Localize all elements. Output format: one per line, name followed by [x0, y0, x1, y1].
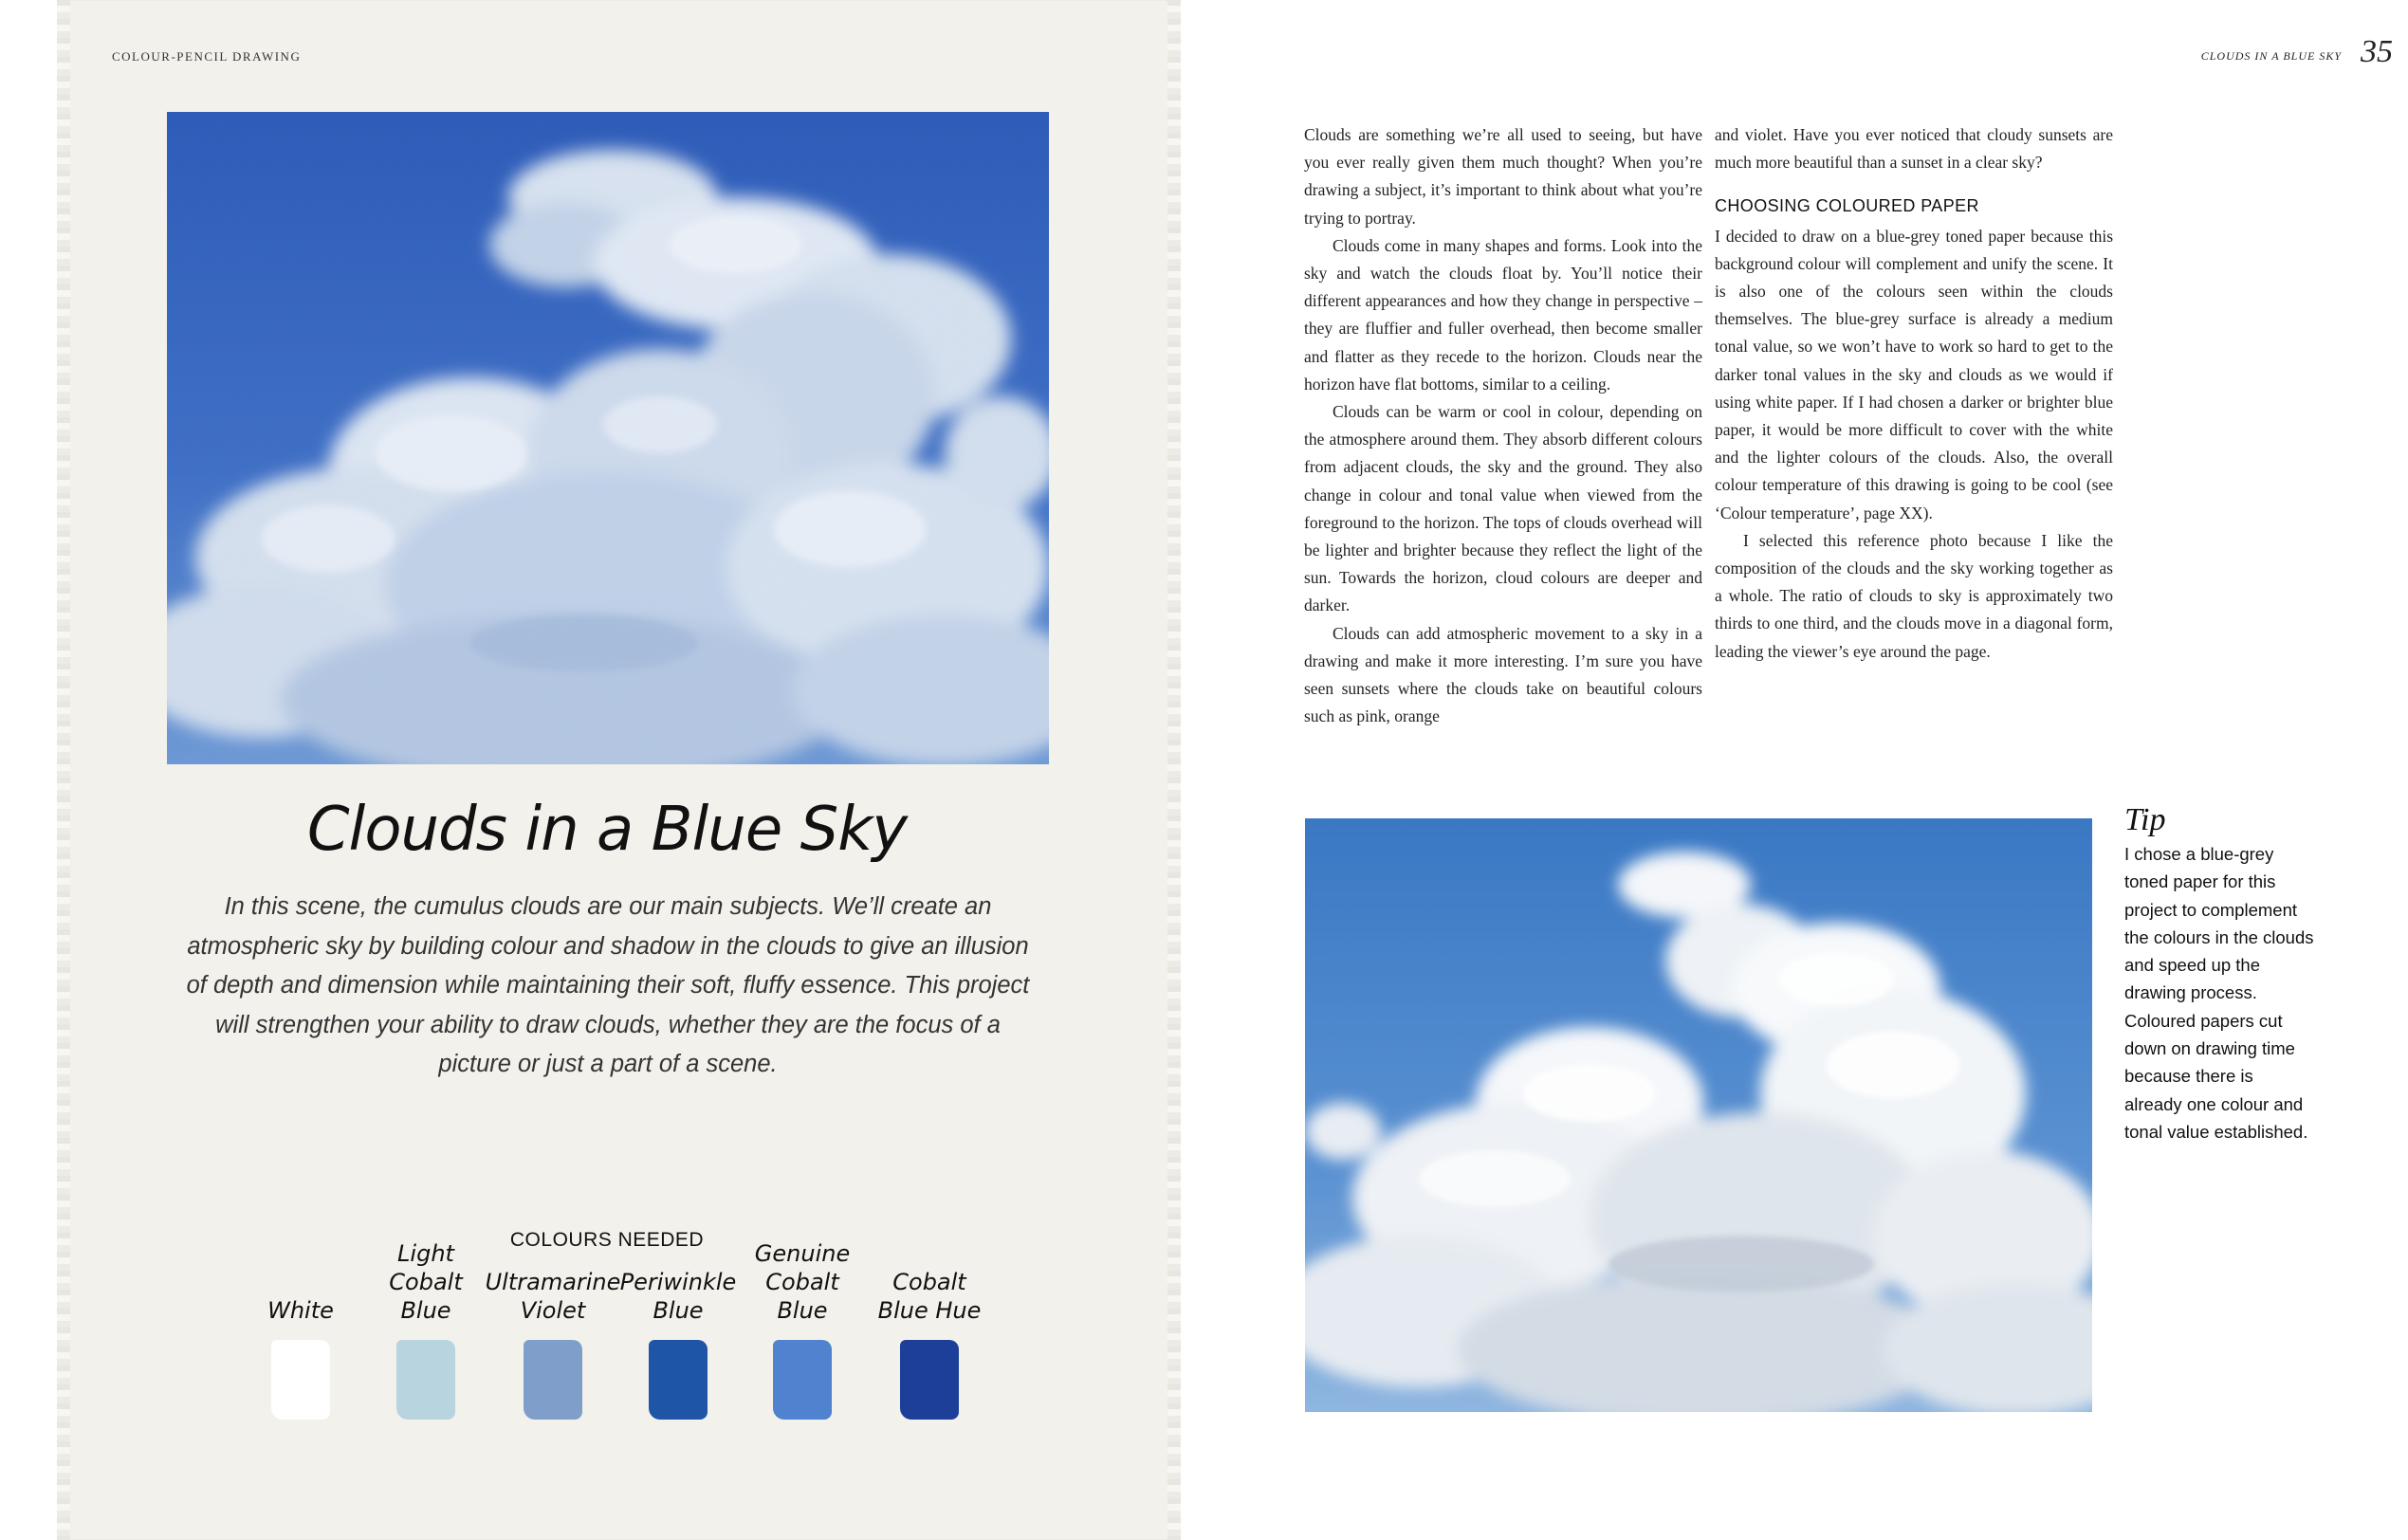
- swatch-chip-white: [271, 1340, 330, 1420]
- body-paragraph: Clouds are something we’re all used to seeing, but have you ever really given them much thought? When you’re drawing a subject, it’s important to think about what you’re trying to portray.: [1304, 125, 1702, 228]
- colours-needed-heading: COLOURS NEEDED: [509, 1229, 705, 1251]
- swatch-label: White: [267, 1297, 334, 1324]
- cloud-drawing-image: [167, 112, 1049, 764]
- swatch-label: Light Cobalt Blue: [389, 1240, 463, 1324]
- colour-swatch-cobalt-blue-hue: [873, 1266, 986, 1420]
- intro-paragraph: In this scene, the cumulus clouds are our main subjects. We’ll create an atmospheric sky by building colour and shadow in the clouds to give an illusion of depth and dimension while maintaining their soft, fluffy essence. This project will strengthen your ability to draw clouds, whether they are the focus of a picture or just a part of a scene.: [186, 893, 1030, 1077]
- colour-swatch-ultramarine-violet: [485, 1266, 621, 1420]
- tip-title: Tip: [2124, 802, 2166, 837]
- reference-photo-svg: [1305, 818, 2092, 1412]
- swatch-label: Cobalt Blue Hue: [877, 1269, 982, 1324]
- page-number: 35: [2361, 34, 2393, 69]
- swatch-chip-periwinkle-blue: [649, 1340, 708, 1420]
- swatch-chip-ultramarine-violet: [524, 1340, 582, 1420]
- swatch-label: Periwinkle Blue: [619, 1269, 737, 1324]
- reference-photo: [1305, 818, 2092, 1412]
- colour-swatch-genuine-cobalt-blue: [745, 1240, 859, 1420]
- body-paragraph: I selected this reference photo because I like the composition of the clouds and the sky working together as a whole. The ratio of clouds to sky is approximately two thirds to one third, and the clouds move in a diagonal form, leading the viewer’s eye around the page.: [1715, 530, 2113, 661]
- colour-swatch-white: [244, 1266, 358, 1420]
- text-column-1: [1304, 121, 1702, 730]
- cloud-drawing-svg: [167, 112, 1049, 764]
- body-paragraph: Clouds can be warm or cool in colour, depending on the atmosphere around them. They absorb different colours from adjacent clouds, the sky and the ground. They also change in colour and tonal value when viewed from the foreground to the horizon. The tops of clouds overhead will be lighter and brighter because they reflect the light of the sun. Towards the horizon, cloud colours are deeper and darker.: [1304, 402, 1702, 615]
- swatch-chip-genuine-cobalt-blue: [773, 1340, 832, 1420]
- page-title: Clouds in a Blue Sky: [306, 795, 908, 865]
- colour-swatch-periwinkle-blue: [621, 1266, 735, 1420]
- running-head-left: COLOUR-PENCIL DRAWING: [112, 49, 302, 64]
- swatch-label: Genuine Cobalt Blue: [754, 1240, 851, 1324]
- body-paragraph: and violet. Have you ever noticed that cloudy sunsets are much more beautiful than a sunset in a clear sky?: [1715, 125, 2113, 173]
- swatch-chip-cobalt-blue-hue: [900, 1340, 959, 1420]
- colour-swatch-light-cobalt-blue: [369, 1240, 483, 1420]
- running-head-right: CLOUDS IN A BLUE SKY: [2200, 49, 2342, 63]
- tip-body: I chose a blue-grey toned paper for this project to complement the colours in the clouds and speed up the drawing process. Coloured papers cut down on drawing time because there is already one colour and tonal value established.: [2124, 844, 2314, 1142]
- section-heading: CHOOSING COLOURED PAPER: [1715, 196, 1979, 216]
- swatch-chip-light-cobalt-blue: [396, 1340, 455, 1420]
- body-paragraph: Clouds can add atmospheric movement to a sky in a drawing and make it more interesting. I’m sure you have seen sunsets where the clouds take on beautiful colours such as pink, orange: [1304, 623, 1702, 726]
- body-paragraph: I decided to draw on a blue-grey toned paper because this background colour will complement and unify the scene. It is also one of the colours seen within the clouds themselves. The blue-grey surface is already a medium tonal value, so we won’t have to work so hard to get to the darker tonal values in the sky and clouds as we would if using white paper. If I had chosen a darker or brighter blue paper, it would be more difficult to cover with the white and the lighter colours of the clouds. Also, the overall colour temperature of this drawing is going to be cool (see ‘Colour temperature’, page XX).: [1715, 226, 2113, 522]
- text-column-2: [1715, 121, 2113, 666]
- swatch-label: Ultramarine Violet: [485, 1269, 621, 1324]
- body-paragraph: Clouds come in many shapes and forms. Look into the sky and watch the clouds float by. You’ll notice their different appearances and how they change in perspective – they are fluffier and fuller overhead, then become smaller and flatter as they recede to the horizon. Clouds near the horizon have flat bottoms, similar to a ceiling.: [1304, 235, 1702, 394]
